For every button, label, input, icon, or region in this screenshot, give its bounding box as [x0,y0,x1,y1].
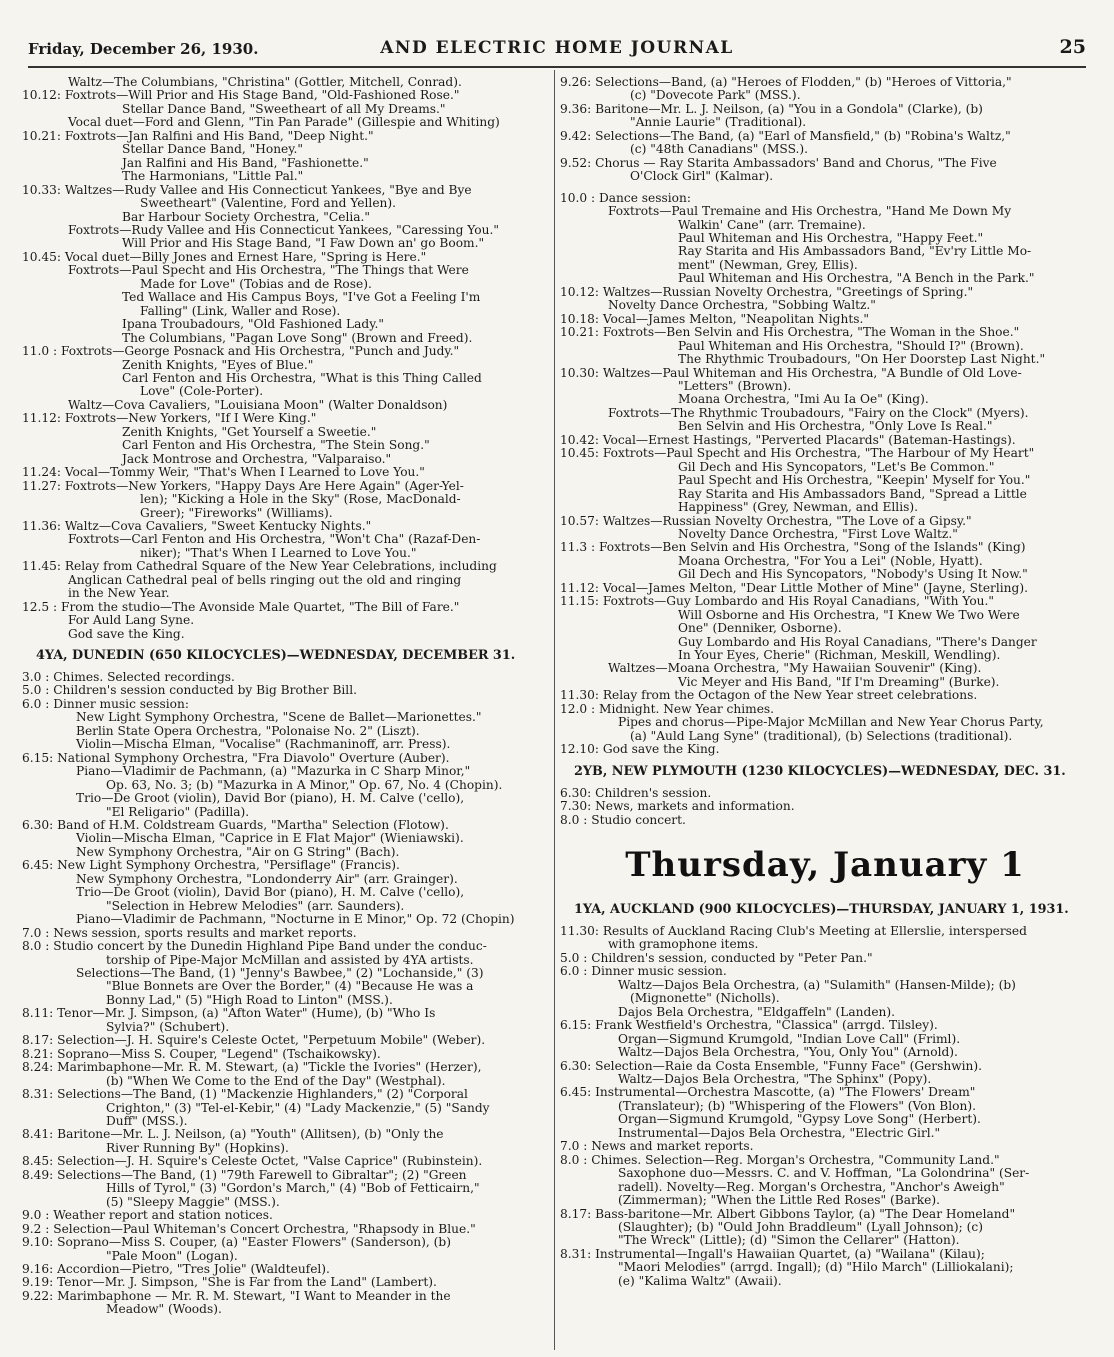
programme-line: 11.36: Waltz—Cova Cavaliers, "Sweet Kentucky Nights." [22,519,372,533]
programme-line: 9.26: Selections—Band, (a) "Heroes of Flodden," (b) "Heroes of Vittoria," [560,76,1012,89]
programme-line: "Letters" (Brown). [678,379,792,393]
programme-line: Dajos Bela Orchestra, "Eldgaffeln" (Landen). [618,1005,896,1019]
programme-line: Organ—Sigmund Krumgold, "Indian Love Call" (Friml). [618,1032,961,1046]
programme-line: torship of Pipe-Major McMillan and assisted by 4YA artists. [106,953,474,967]
programme-line: Waltz—Dajos Bela Orchestra, (a) "Sulamith" (Hansen-Milde); (b) [618,978,1016,992]
programme-line: 12.10: God save the King. [560,743,720,757]
programme-line: New Light Symphony Orchestra, "Scene de Ballet—Marionettes." [76,711,482,725]
programme-line: Selections—The Band, (1) "Jenny's Bawbee," (2) "Lochanside," (3) [76,967,484,980]
programme-line: Gil Dech and His Syncopators, "Nobody's Using It Now." [678,568,1028,582]
programme-line: 8.45: Selection—J. H. Squire's Celeste Octet, "Valse Caprice" (Rubinstein). [22,1155,483,1169]
programme-line: 5.0 : Children's session, conducted by "Peter Pan." [560,951,873,965]
programme-line: Moana Orchestra, "Imi Au Ia Oe" (King). [678,393,929,407]
programme-line: "Blue Bonnets are Over the Border," (4) "Because He was a [106,980,474,994]
programme-line: 8.0 : Studio concert by the Dunedin Highland Pipe Band under the conduc- [22,940,487,954]
journal-title: AND ELECTRIC HOME JOURNAL [380,38,734,58]
programme-line: 10.12: Waltzes—Russian Novelty Orchestra, "Greetings of Spring." [560,285,974,299]
programme-line: with gramophone items. [608,938,759,952]
programme-line: Ipana Troubadours, "Old Fashioned Lady." [122,318,384,332]
programme-line: 6.15: National Symphony Orchestra, "Fra Diavolo" Overture (Auber). [22,751,450,765]
programme-line: Ray Starita and His Ambassadors Band, "Spread a Little [678,487,1027,501]
programme-line: 10.45: Vocal duet—Billy Jones and Ernest Hare, "Spring is Here." [22,250,427,264]
programme-line: (e) "Kalima Waltz" (Awaii). [618,1274,782,1288]
programme-line: Jan Ralfini and His Band, "Fashionette." [122,156,369,170]
programme-line: Jack Montrose and Orchestra, "Valparaiso." [122,452,392,466]
programme-line: 11.45: Relay from Cathedral Square of the New Year Celebrations, including [22,560,497,574]
programme-line: Made for Love" (Tobias and de Rose). [140,277,372,291]
programme-line: "The Wreck" (Little); (d) "Simon the Cellarer" (Hatton). [618,1234,960,1248]
programme-line: 7.0 : News and market reports. [560,1140,754,1154]
column-divider [554,70,555,1350]
programme-line: Stellar Dance Band, "Sweetheart of all My Dreams." [122,102,446,116]
programme-line: (c) "48th Canadians" (MSS.). [630,143,808,157]
day-heading: Thursday, January 1 [625,845,1025,886]
programme-line: Novelty Dance Orchestra, "Sobbing Waltz." [608,299,876,313]
programme-line: 10.21: Foxtrots—Ben Selvin and His Orchestra, "The Woman in the Shoe." [560,326,1020,340]
programme-line: Instrumental—Dajos Bela Orchestra, "Electric Girl." [618,1126,941,1140]
station-heading: 2YB, NEW PLYMOUTH (1230 KILOCYCLES)—WEDNESDAY, DEC. 31. [574,763,1066,779]
programme-line: 9.2 : Selection—Paul Whiteman's Concert Orchestra, "Rhapsody in Blue." [22,1222,476,1236]
programme-line: 3.0 : Chimes. Selected recordings. [22,671,235,685]
programme-line: Guy Lombardo and His Royal Canadians, "There's Danger [678,635,1037,649]
programme-line: 8.0 : Chimes. Selection—Reg. Morgan's Orchestra, "Community Land." [560,1153,1000,1167]
programme-line: (Translateur); (b) "Whispering of the Flowers" (Von Blon). [618,1099,976,1113]
station-heading: 1YA, AUCKLAND (900 KILOCYCLES)—THURSDAY, JANUARY 1, 1931. [574,902,1069,918]
programme-line: 7.30: News, markets and information. [560,800,795,814]
programme-line: radell). Novelty—Reg. Morgan's Orchestra, "Anchor's Aweigh" [618,1180,1005,1194]
programme-line: Waltz—The Columbians, "Christina" (Gottler, Mitchell, Conrad). [68,76,462,89]
programme-line: ment" (Newman, Grey, Ellis). [678,258,858,272]
programme-line: (a) "Auld Lang Syne" (traditional), (b) Selections (traditional). [630,729,1013,743]
programme-line: New Symphony Orchestra, "Londonderry Air" (arr. Grainger). [76,872,458,886]
programme-line: 8.24: Marimbaphone—Mr. R. M. Stewart, (a) "Tickle the Ivories" (Herzer), [22,1061,482,1075]
programme-line: For Auld Lang Syne. [68,614,195,628]
programme-line: Anglican Cathedral peal of bells ringing out the old and ringing [68,573,462,587]
programme-line: 6.30: Selection—Raie da Costa Ensemble, "Funny Face" (Gershwin). [560,1059,983,1073]
programme-line: Violin—Mischa Elman, "Caprice in E Flat Major" (Wieniawski). [76,832,464,846]
programme-line: Trio—De Groot (violin), David Bor (piano), H. M. Calve ('cello), [76,886,465,900]
programme-line: 10.0 : Dance session: [560,191,691,205]
programme-line: 8.11: Tenor—Mr. J. Simpson, (a) "Afton Water" (Hume), (b) "Who Is [22,1007,436,1021]
programme-line: Zenith Knights, "Eyes of Blue." [122,358,314,372]
programme-line: Piano—Vladimir de Pachmann, (a) "Mazurka in C Sharp Minor," [76,765,471,779]
programme-line: "El Religario" (Padilla). [106,805,250,819]
programme-line: 8.0 : Studio concert. [560,813,686,827]
programme-line: Foxtrots—The Rhythmic Troubadours, "Fairy on the Clock" (Myers). [608,406,1029,420]
programme-line: 11.30: Relay from the Octagon of the New Year street celebrations. [560,689,978,703]
programme-line: (5) "Sleepy Maggie" (MSS.). [106,1195,280,1209]
programme-line: Sweetheart" (Valentine, Ford and Yellen). [140,197,397,211]
programme-line: Crighton," (3) "Tel-el-Kebir," (4) "Lady Mackenzie," (5) "Sandy [106,1101,490,1115]
programme-line: Waltzes—Moana Orchestra, "My Hawaiian Souvenir" (King). [608,662,982,676]
programme-line: Pipes and chorus—Pipe-Major McMillan and New Year Chorus Party, [618,716,1044,730]
programme-line: Ray Starita and His Ambassadors Band, "Ev'ry Little Mo- [678,245,1032,259]
programme-line: Vocal duet—Ford and Glenn, "Tin Pan Parade" (Gillespie and Whiting) [68,116,500,130]
programme-line: The Harmonians, "Little Pal." [122,170,304,184]
programme-line: 12.5 : From the studio—The Avonside Male Quartet, "The Bill of Fare." [22,600,460,614]
programme-line: 8.31: Instrumental—Ingall's Hawaiian Quartet, (a) "Wailana" (Kilau); [560,1247,985,1261]
programme-line: 9.52: Chorus — Ray Starita Ambassadors' Band and Chorus, "The Five [560,156,997,170]
programme-line: Gil Dech and His Syncopators, "Let's Be Common." [678,460,995,474]
programme-line: 6.15: Frank Westfield's Orchestra, "Classica" (arrgd. Tilsley). [560,1019,938,1033]
programme-line: 10.18: Vocal—James Melton, "Neapolitan Nights." [560,312,869,326]
programme-line: 9.19: Tenor—Mr. J. Simpson, "She is Far from the Land" (Lambert). [22,1276,437,1290]
programme-line: (b) "When We Come to the End of the Day" (Westphal). [106,1074,446,1088]
programme-line: Carl Fenton and His Orchestra, "The Stein Song." [122,439,430,453]
right-column [560,76,1090,1288]
programme-line: Trio—De Groot (violin), David Bor (piano), H. M. Calve ('cello), [76,792,465,806]
programme-line: Waltz—Dajos Bela Orchestra, "You, Only You" (Arnold). [618,1046,958,1060]
programme-line: Paul Specht and His Orchestra, "Keepin' Myself for You." [678,474,1031,488]
programme-line: 11.12: Vocal—James Melton, "Dear Little Mother of Mine" (Jayne, Sterling). [560,581,1028,595]
programme-line: 6.45: Instrumental—Orchestra Mascotte, (a) "The Flowers' Dream" [560,1086,976,1100]
station-heading: 4YA, DUNEDIN (650 KILOCYCLES)—WEDNESDAY, DECEMBER 31. [36,648,516,664]
programme-line: River Running By" (Hopkins). [106,1141,289,1155]
programme-line: 11.3 : Foxtrots—Ben Selvin and His Orchestra, "Song of the Islands" (King) [560,541,1026,555]
programme-line: 9.42: Selections—The Band, (a) "Earl of Mansfield," (b) "Robina's Waltz," [560,129,1011,143]
left-column [22,76,550,1317]
programme-line: Duff" (MSS.). [106,1114,188,1128]
programme-line: 9.10: Soprano—Miss S. Couper, (a) "Easter Flowers" (Sanderson), (b) [22,1236,451,1250]
programme-line: Foxtrots—Carl Fenton and His Orchestra, "Won't Cha" (Razaf-Den- [68,533,481,547]
programme-line: O'Clock Girl" (Kalmar). [630,170,774,184]
programme-line: 9.16: Accordion—Pietro, "Tres Jolie" (Waldteufel). [22,1262,330,1276]
programme-line: niker); "That's When I Learned to Love You." [140,546,417,560]
programme-line: Organ—Sigmund Krumgold, "Gypsy Love Song" (Herbert). [618,1113,981,1127]
programme-line: Happiness" (Grey, Newman, and Ellis). [678,501,918,515]
programme-line: 10.33: Waltzes—Rudy Vallee and His Connecticut Yankees, "Bye and Bye [22,183,472,197]
programme-line: 9.22: Marimbaphone — Mr. R. M. Stewart, "I Want to Meander in the [22,1289,451,1303]
programme-line: Zenith Knights, "Get Yourself a Sweetie." [122,425,377,439]
programme-line: Berlin State Opera Orchestra, "Polonaise No. 2" (Liszt). [76,724,420,738]
page-number: 25 [1059,36,1086,58]
programme-line: 6.30: Band of H.M. Coldstream Guards, "Martha" Selection (Flotow). [22,819,449,833]
programme-line: Meadow" (Woods). [106,1303,222,1317]
programme-line: Saxophone duo—Messrs. C. and V. Hoffman, "La Golondrina" (Ser- [618,1167,1030,1181]
programme-line: "Selection in Hebrew Melodies" (arr. Saunders). [106,899,405,913]
programme-line: 11.30: Results of Auckland Racing Club's Meeting at Ellerslie, interspersed [560,925,1027,939]
spacer [560,184,1090,192]
programme-line: One" (Denniker, Osborne). [678,622,842,636]
programme-line: Foxtrots—Paul Tremaine and His Orchestra, "Hand Me Down My [608,205,1012,219]
programme-line: Ben Selvin and His Orchestra, "Only Love Is Real." [678,420,993,434]
issue-date: Friday, December 26, 1930. [28,40,259,58]
programme-line: Stellar Dance Band, "Honey." [122,143,304,157]
programme-line: Love" (Cole-Porter). [140,385,264,399]
programme-line: New Symphony Orchestra, "Air on G String" (Bach). [76,845,400,859]
programme-line: Will Osborne and His Orchestra, "I Knew We Two Were [678,608,1020,622]
programme-line: Will Prior and His Stage Band, "I Faw Down an' go Boom." [122,237,485,251]
programme-line: 6.30: Children's session. [560,786,712,800]
programme-line: 12.0 : Midnight. New Year chimes. [560,702,775,716]
programme-line: (Zimmerman); "When the Little Red Roses" (Barke). [618,1194,941,1208]
programme-line: 11.15: Foxtrots—Guy Lombardo and His Royal Canadians, "With You." [560,595,995,609]
programme-line: 6.0 : Dinner music session. [560,965,727,979]
programme-line: Sylvia?" (Schubert). [106,1020,230,1034]
programme-line: "Annie Laurie" (Traditional). [630,116,807,130]
programme-line: Walkin' Cane" (arr. Tremaine). [678,218,866,232]
programme-line: (c) "Dovecote Park" (MSS.). [630,89,801,103]
programme-line: Moana Orchestra, "For You a Lei" (Noble, Hyatt). [678,554,983,568]
programme-line: Carl Fenton and His Orchestra, "What is this Thing Called [122,371,482,385]
programme-line: (Slaughter); (b) "Ould John Braddleum" (Lyall Johnson); (c) [618,1220,983,1234]
programme-line: Foxtrots—Paul Specht and His Orchestra, "The Things that Were [68,264,469,278]
programme-line: "Maori Melodies" (arrgd. Ingall); (d) "Hilo March" (Lilliokalani); [618,1261,1014,1275]
programme-line: God save the King. [68,627,185,641]
programme-line: Waltz—Dajos Bela Orchestra, "The Sphinx" (Popy). [618,1073,932,1086]
programme-line: Foxtrots—Rudy Vallee and His Connecticut Yankees, "Caressing You." [68,223,499,237]
page-header [28,36,1086,68]
programme-line: Piano—Vladimir de Pachmann, "Nocturne in E Minor," Op. 72 (Chopin) [76,913,515,927]
programme-line: 10.45: Foxtrots—Paul Specht and His Orchestra, "The Harbour of My Heart" [560,447,1035,461]
programme-line: Paul Whiteman and His Orchestra, "A Bench in the Park." [678,272,1035,286]
programme-line: Novelty Dance Orchestra, "First Love Waltz." [678,527,958,541]
programme-line: 11.24: Vocal—Tommy Weir, "That's When I Learned to Love You." [22,466,425,480]
programme-line: 9.0 : Weather report and station notices. [22,1209,273,1223]
programme-line: 11.12: Foxtrots—New Yorkers, "If I Were King." [22,412,317,426]
programme-line: 8.17: Selection—J. H. Squire's Celeste Octet, "Perpetuum Mobile" (Weber). [22,1034,486,1048]
programme-line: Paul Whiteman and His Orchestra, "Should I?" (Brown). [678,339,1024,353]
programme-line: Bar Harbour Society Orchestra, "Celia." [122,210,370,224]
programme-line: 6.0 : Dinner music session: [22,697,189,711]
programme-line: 8.21: Soprano—Miss S. Couper, "Legend" (Tschaikowsky). [22,1047,381,1061]
programme-line: Greer); "Fireworks" (Williams). [140,506,333,520]
programme-line: 10.42: Vocal—Ernest Hastings, "Perverted Placards" (Bateman-Hastings). [560,433,1016,447]
programme-line: Vic Meyer and His Band, "If I'm Dreaming" (Burke). [678,675,1000,689]
programme-line: Hills of Tyrol," (3) "Gordon's March," (4) "Bob of Fetticairn," [106,1182,480,1196]
programme-line: Waltz—Cova Cavaliers, "Louisiana Moon" (Walter Donaldson) [68,398,448,412]
programme-line: 5.0 : Children's session conducted by Big Brother Bill. [22,684,357,698]
programme-line: 11.0 : Foxtrots—George Posnack and His Orchestra, "Punch and Judy." [22,345,460,359]
programme-line: (Mignonette" (Nicholls). [630,992,780,1006]
programme-line: Paul Whiteman and His Orchestra, "Happy Feet." [678,231,984,245]
programme-line: The Columbians, "Pagan Love Song" (Brown and Freed). [122,331,473,345]
programme-line: 8.41: Baritone—Mr. L. J. Neilson, (a) "Youth" (Allitsen), (b) "Only the [22,1128,444,1142]
programme-line: 8.17: Bass-baritone—Mr. Albert Gibbons Taylor, (a) "The Dear Homeland" [560,1207,1016,1221]
programme-line: Violin—Mischa Elman, "Vocalise" (Rachmaninoff, arr. Press). [76,738,451,752]
programme-line: 8.49: Selections—The Band, (1) "79th Farewell to Gibraltar"; (2) "Green [22,1168,467,1182]
programme-line: The Rhythmic Troubadours, "On Her Doorstep Last Night." [678,353,1046,367]
programme-line: Ted Wallace and His Campus Boys, "I've Got a Feeling I'm [122,291,481,305]
programme-line: 10.12: Foxtrots—Will Prior and His Stage Band, "Old-Fashioned Rose." [22,89,460,103]
programme-line: 9.36: Baritone—Mr. L. J. Neilson, (a) "You in a Gondola" (Clarke), (b) [560,102,983,116]
programme-line: Falling" (Link, Waller and Rose). [140,304,341,318]
programme-line: 10.30: Waltzes—Paul Whiteman and His Orchestra, "A Bundle of Old Love- [560,366,1022,380]
programme-line: 7.0 : News session, sports results and market reports. [22,926,357,940]
programme-line: 10.21: Foxtrots—Jan Ralfini and His Band, "Deep Night." [22,129,374,143]
programme-line: 6.45: New Light Symphony Orchestra, "Persiflage" (Francis). [22,859,400,873]
programme-line: len); "Kicking a Hole in the Sky" (Rose, MacDonald- [140,493,461,507]
programme-line: in the New Year. [68,587,170,601]
programme-line: In Your Eyes, Cherie" (Richman, Meskill, Wendling). [678,649,1001,663]
programme-line: Op. 63, No. 3; (b) "Mazurka in A Minor," Op. 67, No. 4 (Chopin). [106,778,503,792]
programme-line: 11.27: Foxtrots—New Yorkers, "Happy Days Are Here Again" (Ager-Yel- [22,479,464,493]
programme-line: 8.31: Selections—The Band, (1) "Mackenzie Highlanders," (2) "Corporal [22,1088,468,1102]
programme-line: Bonny Lad," (5) "High Road to Linton" (MSS.). [106,993,393,1007]
programme-line: "Pale Moon" (Logan). [106,1249,238,1263]
programme-line: 10.57: Waltzes—Russian Novelty Orchestra, "The Love of a Gipsy." [560,514,972,528]
